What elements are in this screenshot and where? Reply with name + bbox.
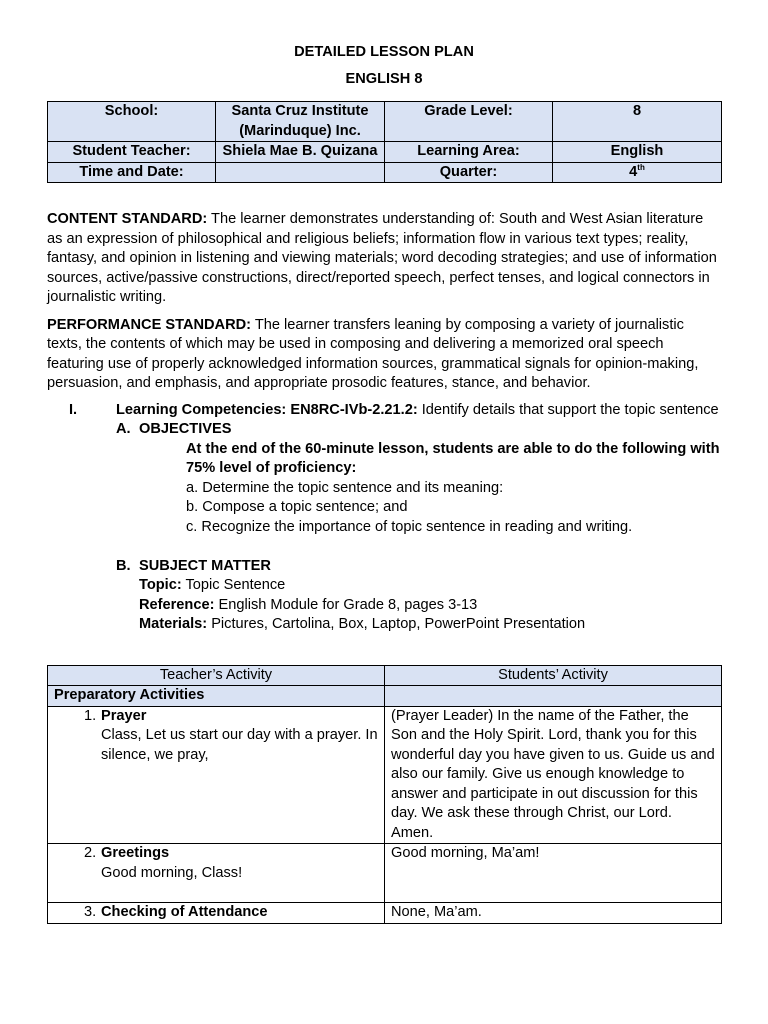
objectives-intro: At the end of the 60-minute lesson, students are able to do the following with 75% level of proficiency: (186, 440, 720, 476)
topic-label: Topic: (139, 577, 182, 593)
preparatory-row (48, 686, 722, 707)
students-cell: None, Ma’am. (385, 903, 722, 924)
grade-level-label: Grade Level: (385, 102, 553, 142)
quarter-number: 4 (629, 163, 638, 180)
learning-area-value: English (553, 142, 722, 163)
learning-area-label: Learning Area: (385, 142, 553, 163)
objectives-letter: A. (116, 421, 131, 437)
materials-label: Materials: (139, 616, 208, 632)
activity-item (54, 707, 378, 766)
content-standard-label: CONTENT STANDARD: (47, 211, 208, 227)
teacher-activity-header: Teacher’s Activity (48, 665, 385, 686)
performance-standard-label: PERFORMANCE STANDARD: (47, 316, 252, 333)
document-subject: ENGLISH 8 (345, 71, 423, 87)
activity-number: 1. (84, 707, 97, 724)
school-value: Santa Cruz Institute (Marinduque) Inc. (216, 102, 385, 142)
activity-number: 3. (84, 904, 97, 920)
table-row (48, 903, 722, 924)
activity-number: 2. (84, 845, 97, 861)
learning-competencies-label: Learning Competencies: EN8RC-IVb-2.21.2: (116, 401, 418, 418)
section-numeral: I. (69, 401, 78, 418)
objective-item: c. Recognize the importance of topic sentence in reading and writing. (186, 518, 633, 535)
subject-matter-section (116, 557, 721, 635)
teacher-text: Class, Let us start our day with a prayer. In silence, we pray, (101, 727, 378, 763)
objectives-heading: OBJECTIVES (139, 421, 232, 437)
content-standard-text: The learner demonstrates understanding of: South and West Asian literature as an expression of philosophical and religious beliefs; information flow in various text types; reality, fantasy, and opinion in listening and viewing materials; word decoding strategies; and use of information sources, active/passive constructions, direct/reported speech, perfect tenses, and logical connectors in journalistic writing. (47, 211, 717, 305)
info-row-time (48, 162, 722, 183)
teacher-cell (48, 903, 385, 924)
time-date-value (216, 162, 385, 183)
content-standard (47, 210, 721, 308)
quarter-label: Quarter: (385, 162, 553, 183)
topic-line (139, 576, 721, 596)
reference-value: English Module for Grade 8, pages 3-13 (214, 596, 478, 613)
quarter-value (553, 162, 722, 183)
activity-title: Prayer (101, 707, 147, 724)
student-teacher-label: Student Teacher: (48, 142, 216, 163)
learning-competencies-text: Identify details that support the topic sentence (417, 401, 719, 418)
teacher-text: Good morning, Class! (101, 864, 243, 881)
activity-title: Checking of Attendance (101, 904, 268, 920)
materials-line (139, 615, 721, 635)
students-cell: Good morning, Ma’am! (385, 844, 722, 903)
teacher-cell (48, 706, 385, 844)
activity-item (54, 844, 378, 883)
info-row-school (48, 102, 722, 142)
activity-title: Greetings (101, 845, 170, 861)
table-row (48, 706, 722, 844)
performance-standard-text: The learner transfers leaning by composing a variety of journalistic texts, the contents of which may be used in composing and delivering a memorized oral speech featuring use of properly acknowledged information sources, grammatical signals for opinion-making, persuasion, and emphasis, and appropriate prosodic features, stance, and behavior. (47, 316, 699, 391)
info-row-teacher (48, 142, 722, 163)
quarter-ordinal-suffix: th (637, 162, 645, 172)
reference-label: Reference: (139, 596, 215, 613)
subject-matter-heading: SUBJECT MATTER (139, 557, 271, 574)
grade-level-value: 8 (553, 102, 722, 142)
topic-value: Topic Sentence (181, 577, 286, 593)
objective-item: a. Determine the topic sentence and its meaning: (186, 479, 504, 496)
reference-line (139, 596, 721, 616)
table-row (48, 844, 722, 903)
objectives-body (139, 440, 721, 538)
performance-standard (47, 316, 721, 394)
subject-matter-letter: B. (116, 557, 131, 574)
activity-table (47, 665, 722, 924)
school-label: School: (48, 102, 216, 142)
time-date-label: Time and Date: (48, 162, 216, 183)
students-cell: (Prayer Leader) In the name of the Father, the Son and the Holy Spirit. Lord, thank you for this wonderful day you have given to us. Guide us and also our family. Give us enough knowledge to answer and participate in out discussion for this day. We ask these through Christ, our Lord. Amen. (385, 706, 722, 844)
activity-header-row (48, 665, 722, 686)
lesson-plan-page (47, 40, 721, 924)
teacher-cell (48, 844, 385, 903)
student-teacher-value: Shiela Mae B. Quizana (216, 142, 385, 163)
activity-item (54, 903, 378, 923)
preparatory-activities-label: Preparatory Activities (48, 686, 385, 707)
document-title: DETAILED LESSON PLAN (294, 44, 474, 60)
objectives-section (116, 420, 721, 537)
learning-competencies (116, 401, 721, 421)
preparatory-empty-cell (385, 686, 722, 707)
materials-value: Pictures, Cartolina, Box, Laptop, PowerPoint Presentation (207, 616, 586, 632)
learning-competencies-section (47, 401, 721, 635)
students-activity-header: Students’ Activity (385, 665, 722, 686)
info-table (47, 101, 722, 183)
objective-item: b. Compose a topic sentence; and (186, 499, 408, 515)
